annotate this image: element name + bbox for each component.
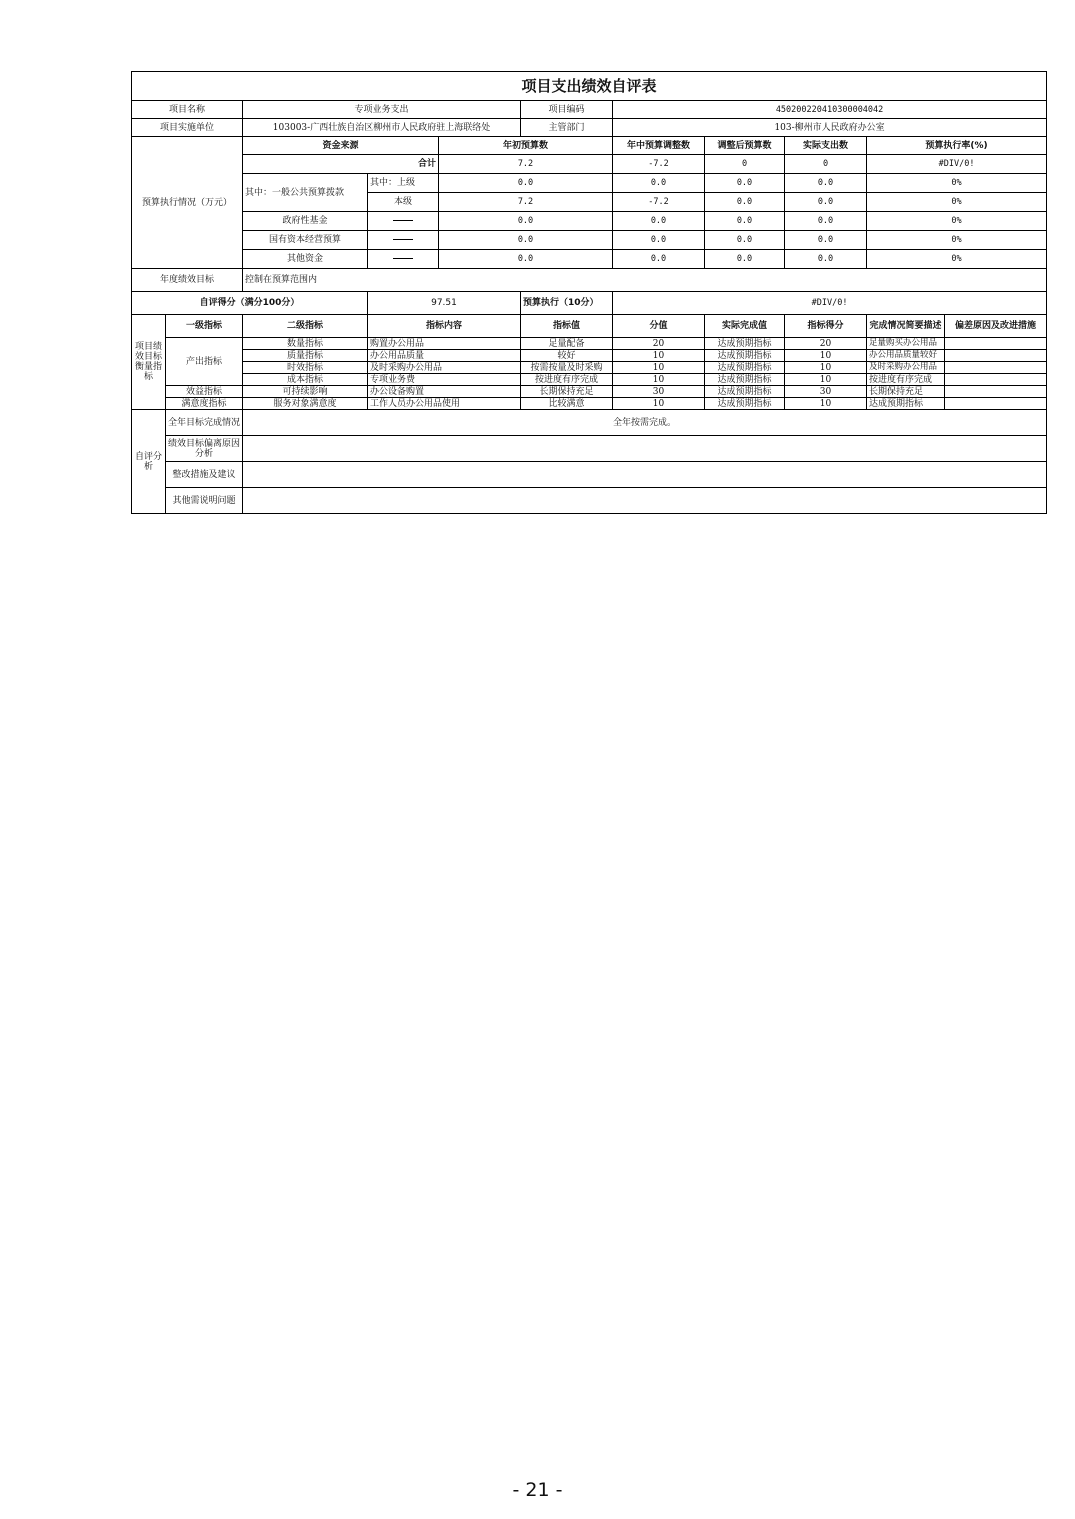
upper-actual: 0.0 [785, 174, 867, 193]
budget-total-initial: 7.2 [439, 155, 613, 174]
indicator-level2: 服务对象满意度 [243, 398, 368, 410]
indicator-weight: 10 [613, 398, 705, 410]
indicator-target: 较好 [521, 350, 613, 362]
local-initial: 7.2 [439, 193, 613, 212]
indicator-actual: 达成预期指标 [705, 386, 785, 398]
self-score-value: 97.51 [368, 292, 521, 315]
budget-total-label: 合计 [243, 155, 439, 174]
indicator-header-actual: 实际完成值 [705, 315, 785, 338]
other-fund-rate: 0% [867, 250, 1047, 269]
upper-adjust: 0.0 [613, 174, 705, 193]
state-capital-dash [368, 231, 439, 250]
indicator-weight: 30 [613, 386, 705, 398]
dept-label: 主管部门 [521, 119, 613, 137]
budget-total-adjust: -7.2 [613, 155, 705, 174]
indicator-level2: 可持续影响 [243, 386, 368, 398]
annual-goal-value: 控制在预算范围内 [243, 269, 1047, 292]
indicator-reason [945, 362, 1047, 374]
indicator-level2: 质量指标 [243, 350, 368, 362]
rectify-value [243, 462, 1047, 488]
indicator-content: 办公设备购置 [368, 386, 521, 398]
indicator-target: 按进度有序完成 [521, 374, 613, 386]
upper-adjusted: 0.0 [705, 174, 785, 193]
gov-fund-adjust: 0.0 [613, 212, 705, 231]
completion-label: 全年目标完成情况 [166, 410, 243, 436]
unit-value: 103003-广西壮族自治区柳州市人民政府驻上海联络处 [243, 119, 521, 137]
completion-value: 全年按需完成。 [243, 410, 1047, 436]
indicator-desc: 按进度有序完成 [867, 374, 945, 386]
indicator-actual: 达成预期指标 [705, 338, 785, 350]
gov-fund-actual: 0.0 [785, 212, 867, 231]
gov-fund-rate: 0% [867, 212, 1047, 231]
benefit-indicator-label: 效益指标 [166, 386, 243, 398]
indicator-header-desc: 完成情况简要描述 [867, 315, 945, 338]
indicator-target: 比较满意 [521, 398, 613, 410]
indicator-level2: 成本指标 [243, 374, 368, 386]
indicator-score: 20 [785, 338, 867, 350]
local-rate: 0% [867, 193, 1047, 212]
budget-header-adjusted: 调整后预算数 [705, 137, 785, 155]
local-adjust: -7.2 [613, 193, 705, 212]
indicator-header-reason: 偏差原因及改进措施 [945, 315, 1047, 338]
indicator-content: 专项业务费 [368, 374, 521, 386]
indicator-score: 10 [785, 374, 867, 386]
self-score-label: 自评得分（满分100分） [132, 292, 368, 315]
deviation-value [243, 436, 1047, 462]
local-actual: 0.0 [785, 193, 867, 212]
annual-goal-label: 年度绩效目标 [132, 269, 243, 292]
indicator-score: 10 [785, 350, 867, 362]
state-capital-initial: 0.0 [439, 231, 613, 250]
indicator-score: 10 [785, 362, 867, 374]
budget-total-adjusted: 0 [705, 155, 785, 174]
budget-exec-label: 预算执行（10分） [521, 292, 613, 315]
unit-label: 项目实施单位 [132, 119, 243, 137]
indicator-reason [945, 398, 1047, 410]
indicator-actual: 达成预期指标 [705, 398, 785, 410]
indicator-actual: 达成预期指标 [705, 350, 785, 362]
other-fund-label: 其他资金 [243, 250, 368, 269]
indicator-reason [945, 350, 1047, 362]
other-fund-actual: 0.0 [785, 250, 867, 269]
indicator-content: 购置办公用品 [368, 338, 521, 350]
upper-initial: 0.0 [439, 174, 613, 193]
indicator-header-content: 指标内容 [368, 315, 521, 338]
indicator-reason [945, 386, 1047, 398]
indicator-header-weight: 分值 [613, 315, 705, 338]
indicator-header-level1: 一级指标 [166, 315, 243, 338]
page-number: - 21 - [512, 1479, 563, 1501]
budget-total-actual: 0 [785, 155, 867, 174]
other-fund-dash [368, 250, 439, 269]
indicator-content: 工作人员办公用品使用 [368, 398, 521, 410]
indicator-desc: 及时采购办公用品 [867, 362, 945, 374]
budget-header-rate: 预算执行率(%) [867, 137, 1047, 155]
dept-value: 103-柳州市人民政府办公室 [613, 119, 1047, 137]
indicator-section-label: 项目绩效目标衡量指标 [132, 315, 166, 410]
indicator-weight: 10 [613, 350, 705, 362]
indicator-level2: 时效指标 [243, 362, 368, 374]
state-capital-adjust: 0.0 [613, 231, 705, 250]
indicator-reason [945, 338, 1047, 350]
project-code-value: 450200220410300004042 [613, 101, 1047, 119]
state-capital-adjusted: 0.0 [705, 231, 785, 250]
output-indicator-label: 产出指标 [166, 338, 243, 386]
indicator-desc: 足量购买办公用品 [867, 338, 945, 350]
other-fund-adjust: 0.0 [613, 250, 705, 269]
indicator-target: 长期保持充足 [521, 386, 613, 398]
indicator-score: 10 [785, 398, 867, 410]
indicator-target: 足量配备 [521, 338, 613, 350]
satisfaction-indicator-label: 满意度指标 [166, 398, 243, 410]
indicator-weight: 10 [613, 374, 705, 386]
budget-exec-value: #DIV/0! [613, 292, 1047, 315]
self-eval-section-label: 自评分析 [132, 410, 166, 514]
indicator-weight: 20 [613, 338, 705, 350]
indicator-actual: 达成预期指标 [705, 374, 785, 386]
budget-section-label: 预算执行情况（万元） [132, 137, 243, 269]
indicator-desc: 办公用品质量较好 [867, 350, 945, 362]
gov-fund-dash [368, 212, 439, 231]
indicator-weight: 10 [613, 362, 705, 374]
budget-header-adjust: 年中预算调整数 [613, 137, 705, 155]
gov-fund-initial: 0.0 [439, 212, 613, 231]
other-fund-adjusted: 0.0 [705, 250, 785, 269]
other-issues-value [243, 488, 1047, 514]
performance-table [131, 71, 1047, 514]
upper-label: 其中：上级 [368, 174, 439, 193]
gov-fund-adjusted: 0.0 [705, 212, 785, 231]
local-label: 本级 [368, 193, 439, 212]
indicator-desc: 长期保持充足 [867, 386, 945, 398]
indicator-content: 办公用品质量 [368, 350, 521, 362]
deviation-label: 绩效目标偏离原因分析 [166, 436, 243, 462]
indicator-target: 按需按量及时采购 [521, 362, 613, 374]
budget-header-actual: 实际支出数 [785, 137, 867, 155]
project-name-value: 专项业务支出 [243, 101, 521, 119]
general-budget-label: 其中：一般公共预算拨款 [243, 174, 368, 212]
upper-rate: 0% [867, 174, 1047, 193]
indicator-header-score: 指标得分 [785, 315, 867, 338]
budget-total-rate: #DIV/0! [867, 155, 1047, 174]
budget-header-initial: 年初预算数 [439, 137, 613, 155]
indicator-actual: 达成预期指标 [705, 362, 785, 374]
other-issues-label: 其他需说明问题 [166, 488, 243, 514]
gov-fund-label: 政府性基金 [243, 212, 368, 231]
budget-header-source: 资金来源 [243, 137, 439, 155]
indicator-level2: 数量指标 [243, 338, 368, 350]
table-title: 项目支出绩效自评表 [132, 72, 1047, 101]
indicator-score: 30 [785, 386, 867, 398]
state-capital-rate: 0% [867, 231, 1047, 250]
local-adjusted: 0.0 [705, 193, 785, 212]
project-name-label: 项目名称 [132, 101, 243, 119]
other-fund-initial: 0.0 [439, 250, 613, 269]
state-capital-label: 国有资本经营预算 [243, 231, 368, 250]
indicator-desc: 达成预期指标 [867, 398, 945, 410]
project-code-label: 项目编码 [521, 101, 613, 119]
state-capital-actual: 0.0 [785, 231, 867, 250]
indicator-reason [945, 374, 1047, 386]
indicator-content: 及时采购办公用品 [368, 362, 521, 374]
indicator-header-level2: 二级指标 [243, 315, 368, 338]
rectify-label: 整改措施及建议 [166, 462, 243, 488]
indicator-header-target: 指标值 [521, 315, 613, 338]
